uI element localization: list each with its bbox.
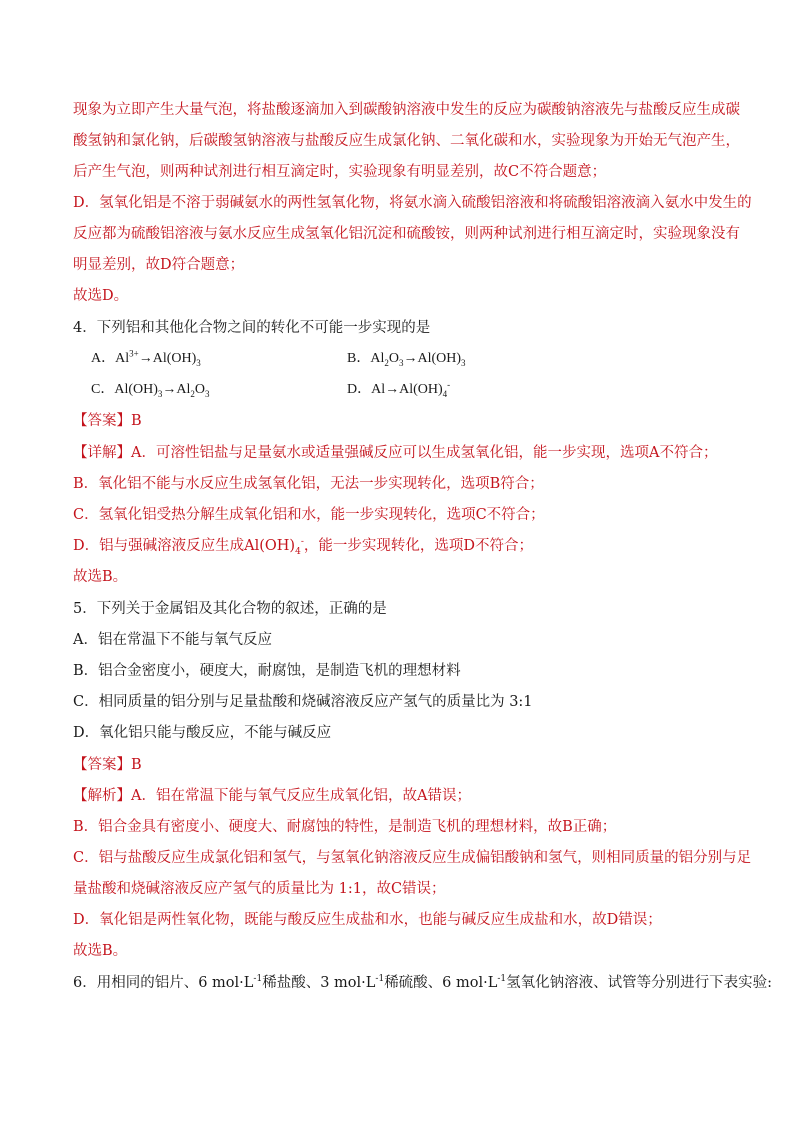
- q5-analysis-d: D．氧化铝是两性氧化物，既能与酸反应生成盐和水，也能与碱反应生成盐和水，故D错误；: [73, 912, 662, 928]
- q4-option-a: A．$Al^{3+}\to Al(OH)_3$: [91, 348, 201, 368]
- q5-option-d: D．氧化铝只能与酸反应，不能与碱反应: [73, 725, 332, 741]
- q4-option-b: B．$Al_2O_3\to Al(OH)_3$: [347, 351, 466, 368]
- text-line: 故选D。: [73, 288, 129, 304]
- q4-option-d: D．$Al\to Al(OH)_4^-$: [347, 379, 451, 399]
- q4-detail-c: C．氢氧化铝受热分解生成氧化铝和水，能一步实现转化，选项C不符合；: [73, 507, 545, 523]
- q5-conclusion: 故选B。: [73, 943, 128, 959]
- q5-analysis-c2: 量盐酸和烧碱溶液反应产氢气的质量比为 1:1，故C错误；: [73, 881, 446, 897]
- q4-detail-d: D．铝与强碱溶液反应生成$Al(OH)_4^-$，能一步实现转化，选项D不符合；: [73, 537, 533, 557]
- question-6-stem: 6．用相同的铝片、6 $mol\cdot L^{-1}$稀盐酸、3 $mol\cdot L^{-1}$稀硫酸、6 $mol\cdot L^{-1}$氢氧化钠溶液、试管等分别进行下表实验:: [73, 974, 773, 991]
- question-4-stem: 4．下列铝和其他化合物之间的转化不可能一步实现的是: [73, 320, 431, 336]
- text-line: 反应都为硫酸铝溶液与氨水反应生成氢氧化铝沉淀和硫酸铵，则两种试剂进行相互滴定时，实验现象没有: [73, 226, 740, 242]
- q5-option-b: B．铝合金密度小，硬度大，耐腐蚀，是制造飞机的理想材料: [73, 663, 461, 679]
- question-5-stem: 5．下列关于金属铝及其化合物的叙述，正确的是: [73, 601, 387, 617]
- q5-analysis-c1: C．铝与盐酸反应生成氯化铝和氢气，与氢氧化钠溶液反应生成偏铝酸钠和氢气，则相同质量的铝分别与足: [73, 850, 752, 866]
- q5-option-c: C．相同质量的铝分别与足量盐酸和烧碱溶液反应产氢气的质量比为 3:1: [73, 694, 533, 710]
- text-line: 酸氢钠和氯化钠，后碳酸氢钠溶液与盐酸反应生成氯化钠、二氧化碳和水，实验现象为开始无气泡产生，: [73, 133, 740, 149]
- analysis-label: 【解析】: [73, 788, 131, 804]
- q5-analysis-a: 【解析】A．铝在常温下能与氧气反应生成氧化铝，故A错误；: [73, 788, 471, 804]
- detail-label: 【详解】: [73, 445, 131, 461]
- text-line: 后产生气泡，则两种试剂进行相互滴定时，实验现象有明显差别，故C不符合题意；: [73, 164, 607, 180]
- q4-option-c: C．$Al(OH)_3\to Al_2O_3$: [91, 382, 210, 399]
- q5-answer: 【答案】B: [73, 757, 142, 773]
- q5-option-a: A．铝在常温下不能与氧气反应: [73, 632, 272, 648]
- text-line: D．氢氧化铝是不溶于弱碱氨水的两性氢氧化物，将氨水滴入硫酸铝溶液和将硫酸铝溶液滴入氨水中发生的: [73, 195, 752, 211]
- text-line: 现象为立即产生大量气泡，将盐酸逐滴加入到碳酸钠溶液中发生的反应为碳酸钠溶液先与盐酸反应生成碳: [73, 102, 740, 118]
- text-line: 明显差别，故D符合题意；: [73, 257, 245, 273]
- q4-answer: 【答案】B: [73, 413, 142, 429]
- q4-detail-b: B．氧化铝不能与水反应生成氢氧化铝，无法一步实现转化，选项B符合；: [73, 476, 544, 492]
- q5-analysis-b: B．铝合金具有密度小、硬度大、耐腐蚀的特性，是制造飞机的理想材料，故B正确；: [73, 819, 617, 835]
- q4-conclusion: 故选B。: [73, 569, 128, 585]
- q4-detail-a: 【详解】A．可溶性铝盐与足量氨水或适量强碱反应可以生成氢氧化铝，能一步实现，选项A不符合；: [73, 445, 718, 461]
